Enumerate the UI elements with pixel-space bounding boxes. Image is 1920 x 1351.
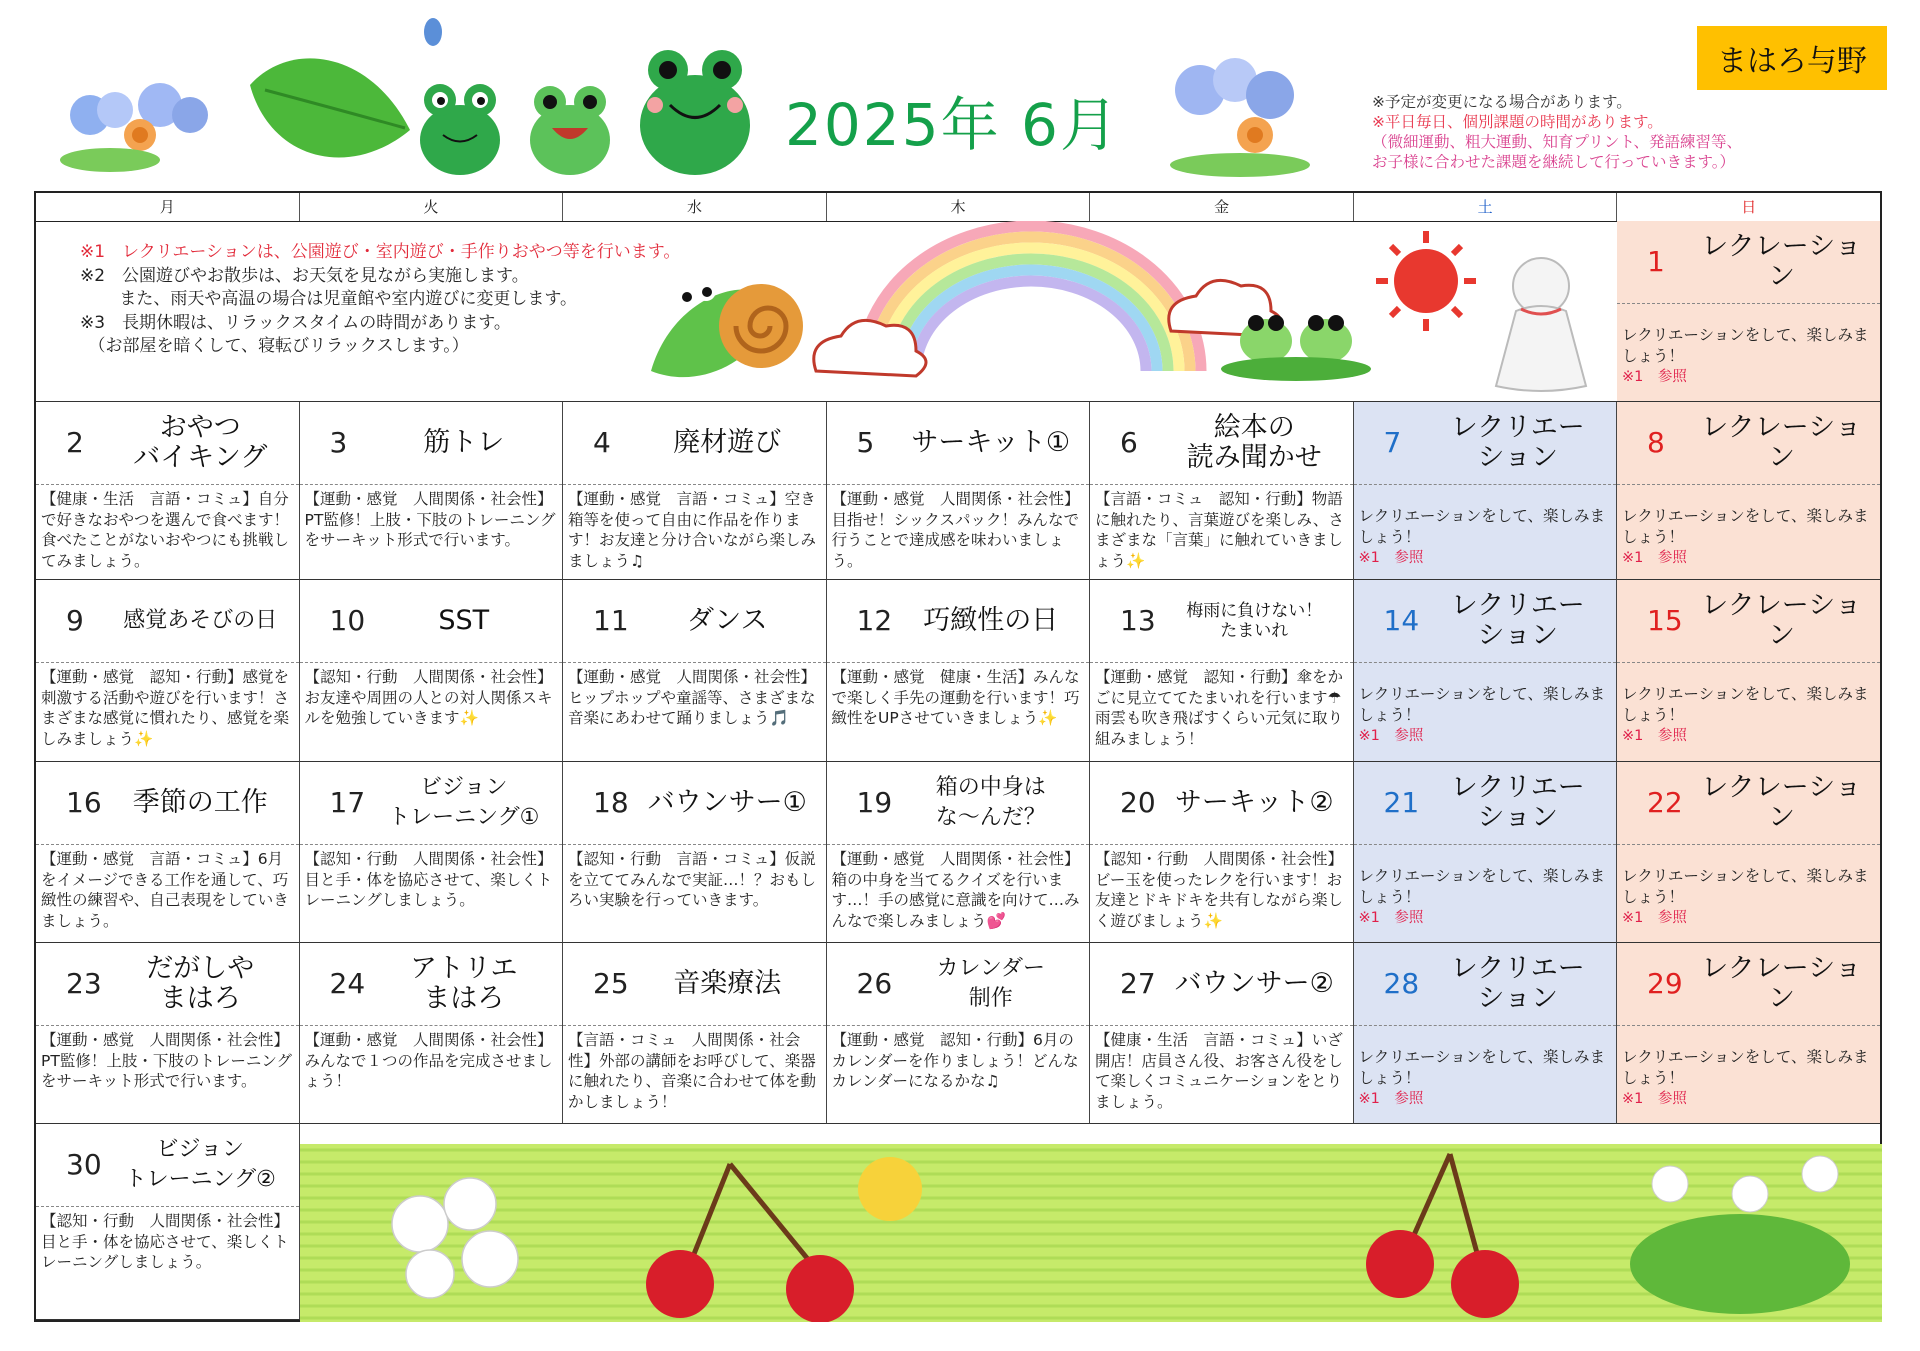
frogs-illustration [40, 10, 760, 185]
day-cell-header [1617, 943, 1880, 1026]
day-number: 29 [1647, 967, 1683, 1000]
description-text: 【運動・感覚 認知・行動】感覚を刺激する活動や遊びを行います！さまざまな感覚に慣れたり、感覚を楽しみましょう✨ [41, 668, 290, 748]
day-cell [827, 762, 1091, 943]
weekday-sat: 土 [1354, 193, 1618, 221]
reference-note: ※1 参照 [1622, 910, 1687, 926]
day-cell-header [827, 762, 1090, 845]
day-cell-header [300, 762, 563, 845]
day-cell-header [36, 1124, 299, 1207]
day-number: 3 [329, 426, 348, 459]
weekday-wed: 水 [563, 193, 827, 221]
day-activity-description [832, 667, 1087, 729]
day-cell [1090, 402, 1354, 580]
day-cell-header [36, 402, 299, 485]
day-cell [1090, 762, 1354, 943]
day-activity-description [41, 667, 296, 749]
day-activity-description [1622, 506, 1877, 569]
sun-icon [1376, 231, 1476, 331]
day-activity-description [305, 849, 560, 911]
day-cell-header [1354, 580, 1617, 663]
intro-line: ※2 公園遊びやお散歩は、お天気を見ながら実施します。 [80, 265, 529, 286]
day-cell [1617, 402, 1880, 580]
day-cell-header [1617, 762, 1880, 845]
description-text: 【運動・感覚 人間関係・社会性】ヒップホップや童謡等、さまざまな音楽にあわせて踊りましょう🎵 [568, 668, 817, 727]
day-number: 12 [856, 604, 893, 637]
day-cell [563, 943, 827, 1124]
day-number: 8 [1647, 426, 1665, 459]
day-number: 18 [593, 786, 629, 819]
day-cell-header [1090, 762, 1353, 845]
day-activity-title: レクリエー ション [1450, 772, 1585, 833]
day-activity-description [1095, 1030, 1350, 1112]
day-number: 10 [329, 604, 366, 637]
day-activity-title: レクレーショ ン [1701, 953, 1862, 1014]
day-activity-description [1622, 684, 1877, 747]
description-text: 【運動・感覚 人間関係・社会性】PT監修！上肢・下肢のトレーニングをサーキット形式で行います。 [41, 1031, 293, 1090]
day-cell [827, 402, 1091, 580]
day-cell [827, 943, 1091, 1124]
weekday-sun: 日 [1741, 198, 1757, 216]
description-text: レクリエーションをして、楽しみましょう！ [1358, 685, 1605, 724]
weekday-thu: 木 [827, 193, 1091, 221]
day-cell [1090, 580, 1354, 762]
day-activity-description [1095, 489, 1350, 571]
hydrangea-icon [60, 83, 208, 172]
day-cell [36, 1124, 300, 1320]
day-cell [1617, 221, 1880, 402]
hydrangea-illustration [1160, 40, 1320, 180]
day-cell [36, 943, 300, 1124]
day-cell-header [1354, 943, 1617, 1026]
day-cell [563, 402, 827, 580]
day-activity-title: 箱の中身は な～んだ？ [935, 775, 1046, 830]
reference-note: ※1 参照 [1358, 1091, 1424, 1107]
day-cell-header [563, 580, 826, 663]
intro-notes-block [36, 221, 1620, 402]
day-cell-header [563, 402, 826, 485]
description-text: レクリエーションをして、楽しみましょう！ [1622, 507, 1869, 546]
day-cell [1617, 762, 1880, 943]
day-activity-description [832, 1030, 1087, 1092]
day-activity-description [1359, 684, 1614, 747]
day-cell [827, 580, 1091, 762]
day-activity-title: バウンサー① [647, 787, 807, 818]
description-text: 【運動・感覚 人間関係・社会性】PT監修！上肢・下肢のトレーニングをサーキット形式で行います。 [304, 490, 556, 549]
cherry-flower-illustration [300, 1144, 1882, 1322]
rainbow-illustration [611, 221, 1611, 402]
day-activity-description [832, 849, 1087, 931]
description-text: 【運動・感覚 認知・行動】6月のカレンダーを作りましょう！どんなカレンダーになるかな♫ [831, 1031, 1079, 1090]
day-number: 16 [66, 786, 102, 819]
day-cell [1090, 943, 1354, 1124]
day-activity-title: だがしや まはろ [146, 953, 255, 1014]
day-number: 27 [1120, 967, 1156, 1000]
weekday-fri: 金 [1090, 193, 1354, 221]
day-activity-description [41, 849, 296, 931]
day-cell [1617, 943, 1880, 1124]
day-cell-header [1354, 762, 1617, 845]
day-activity-title: 季節の工作 [132, 787, 268, 818]
description-text: レクリエーションをして、楽しみましょう！ [1358, 1048, 1605, 1087]
note-line: ※予定が変更になる場合があります。 [1372, 93, 1632, 111]
day-activity-description [1095, 667, 1350, 749]
day-cell-header [300, 402, 563, 485]
description-text: 【運動・感覚 健康・生活】みんなで楽しく手先の運動を行います！巧緻性をUPさせていきましょう✨ [831, 668, 1080, 727]
day-activity-title: アトリエ まはろ [410, 953, 518, 1014]
day-activity-title: 梅雨に負けない！ たまいれ [1186, 601, 1323, 641]
day-activity-title: バウンサー② [1174, 968, 1334, 999]
day-cell [1354, 762, 1618, 943]
day-activity-description [305, 1030, 560, 1092]
day-activity-description [305, 489, 560, 551]
day-cell-header [827, 943, 1090, 1026]
snail-icon [651, 281, 803, 377]
day-activity-title: ビジョン トレーニング② [124, 1137, 276, 1192]
description-text: 【運動・感覚 人間関係・社会性】みんなで１つの作品を完成させましょう！ [304, 1031, 553, 1090]
frog-icon [640, 50, 750, 175]
day-activity-description [1622, 866, 1877, 929]
day-activity-title: SST [438, 605, 490, 636]
day-cell-header [300, 943, 563, 1026]
day-number: 11 [593, 604, 629, 637]
intro-line: （お部屋を暗くして、寝転びリラックスします。） [80, 336, 469, 356]
reference-note: ※1 参照 [1622, 550, 1687, 566]
day-activity-title: レクレーショ ン [1701, 590, 1862, 651]
description-text: レクリエーションをして、楽しみましょう！ [1358, 867, 1605, 906]
day-number: 30 [66, 1148, 102, 1181]
header [0, 0, 1920, 190]
teru-teru-bozu-icon [1496, 258, 1586, 391]
calendar-grid [34, 191, 1882, 1322]
day-activity-description [568, 1030, 823, 1112]
day-number: 17 [329, 786, 366, 819]
day-number: 6 [1120, 426, 1138, 459]
day-number: 5 [856, 426, 875, 459]
description-text: 【認知・行動 言語・コミュ】仮説を立ててみんなで実証…！？おもしろい実験を行っていきます。 [568, 850, 817, 909]
day-activity-title: レクレーショ ン [1701, 412, 1862, 473]
day-cell-header [563, 762, 826, 845]
day-activity-title: レクリエー ション [1450, 590, 1585, 651]
day-cell-header [1090, 402, 1353, 485]
day-activity-description [1359, 866, 1614, 929]
day-activity-title: おやつ バイキング [133, 412, 268, 473]
day-number: 26 [856, 967, 893, 1000]
day-cell-header [563, 943, 826, 1026]
description-text: レクリエーションをして、楽しみましょう！ [1358, 507, 1605, 546]
day-cell [300, 580, 564, 762]
note-line: ※平日毎日、個別課題の時間があります。 [1372, 113, 1663, 131]
reference-note: ※1 参照 [1622, 728, 1687, 744]
day-cell-header [1617, 402, 1880, 485]
reference-note: ※1 参照 [1622, 1091, 1687, 1107]
intro-text [80, 241, 680, 359]
description-text: レクリエーションをして、楽しみましょう！ [1622, 867, 1869, 906]
reference-note: ※1 参照 [1358, 550, 1424, 566]
description-text: 【健康・生活 言語・コミュ】いざ開店！店員さん役、お客さん役をして楽しくコミュニケーションをとりましょう。 [1095, 1031, 1344, 1111]
weekday-mon: 月 [36, 193, 300, 221]
day-cell [1354, 943, 1618, 1124]
day-cell [300, 762, 564, 943]
day-number: 24 [329, 967, 366, 1000]
description-text: 【言語・コミュ 認知・行動】物語に触れたり、言葉遊びを楽しみ、さまざまな「言葉」に触れていきましょう✨ [1095, 490, 1344, 570]
reference-note: ※1 参照 [1358, 910, 1424, 926]
day-number: 19 [856, 786, 893, 819]
day-number: 23 [66, 967, 102, 1000]
day-activity-description [41, 1030, 296, 1092]
day-cell-header [827, 402, 1090, 485]
day-activity-title: 廃材遊び [673, 427, 782, 458]
frog-icon [420, 84, 500, 175]
weekday-tue: 火 [300, 193, 564, 221]
day-cell-header [36, 943, 299, 1026]
description-text: 【運動・感覚 人間関係・社会性】目指せ！シックスパック！みんなで行うことで達成感を味わいましょう。 [831, 490, 1080, 570]
day-activity-title: カレンダー 制作 [936, 956, 1046, 1011]
day-activity-description [568, 667, 823, 729]
day-number: 7 [1383, 426, 1402, 459]
day-activity-description [1622, 1047, 1877, 1110]
description-text: 【認知・行動 人間関係・社会性】目と手・体を協応させて、楽しくトレーニングしましょう。 [304, 850, 553, 909]
day-activity-title: レクレーショ ン [1701, 772, 1862, 833]
day-cell-header [1090, 943, 1353, 1026]
day-activity-description [41, 489, 296, 571]
day-cell [300, 943, 564, 1124]
description-text: 【健康・生活 言語・コミュ】自分で好きなおやつを選んで食べます！食べたことがないおやつにも挑戦してみましょう。 [41, 490, 290, 570]
day-activity-description [568, 849, 823, 911]
day-activity-title: サーキット② [1174, 787, 1334, 818]
intro-line: また、雨天や高温の場合は児童館や室内遊びに変更します。 [80, 289, 578, 309]
description-text: レクリエーションをして、楽しみましょう！ [1622, 685, 1869, 724]
day-activity-description [1359, 1047, 1614, 1110]
day-cell [563, 580, 827, 762]
day-activity-title: 絵本の 読み聞かせ [1186, 412, 1322, 473]
day-cell [1617, 580, 1880, 762]
description-text: 【認知・行動 人間関係・社会性】目と手・体を協応させて、楽しくトレーニングしましょう。 [41, 1212, 290, 1271]
description-text: レクリエーションをして、楽しみましょう！ [1622, 326, 1869, 365]
frog-icon [530, 86, 610, 175]
description-text: 【認知・行動 人間関係・社会性】ビー玉を使ったレクを行います！お友達とドキドキを共有しながら楽しく遊びましょう✨ [1095, 850, 1344, 930]
intro-line: ※1 レクリエーションは、公園遊び・室内遊び・手作りおやつ等を行います。 [80, 242, 681, 262]
day-activity-title: 筋トレ [423, 427, 505, 458]
note-line: お子様に合わせた課題を継続して行っていきます。） [1372, 153, 1736, 171]
day-cell-header [36, 762, 299, 845]
day-activity-description [305, 667, 560, 729]
schedule-notes [1372, 92, 1742, 172]
day-activity-title: ビジョン トレーニング① [388, 775, 540, 830]
day-cell [300, 402, 564, 580]
day-activity-title: 巧緻性の日 [923, 605, 1059, 636]
day-activity-description [832, 489, 1087, 571]
day-cell [36, 402, 300, 580]
reference-note: ※1 参照 [1358, 728, 1424, 744]
day-cell-header [300, 580, 563, 663]
day-number: 21 [1383, 786, 1420, 819]
day-activity-title: サーキット① [911, 427, 1071, 458]
day-number: 22 [1647, 786, 1683, 819]
description-text: 【運動・感覚 認知・行動】傘をかごに見立ててたまいれを行います☂雨雲も吹き飛ばすくらい元気に取り組みましょう！ [1095, 668, 1344, 748]
day-cell [1354, 402, 1618, 580]
description-text: 【認知・行動 人間関係・社会性】お友達や周囲の人との対人関係スキルを勉強していきます✨ [304, 668, 553, 727]
day-activity-title: 音楽療法 [673, 968, 782, 999]
day-activity-title: レクレーショ ン [1701, 231, 1862, 292]
day-cell-header [1090, 580, 1353, 663]
day-cell-header [36, 580, 299, 663]
page-title: 2025年 6月 [785, 91, 1120, 159]
reference-note: ※1 参照 [1622, 369, 1687, 385]
description-text: 【言語・コミュ 人間関係・社会性】外部の講師をお呼びして、楽器に触れたり、音楽に合わせて体を動かしましょう！ [568, 1031, 817, 1111]
day-activity-description [1359, 506, 1614, 569]
raindrop-icon [424, 18, 442, 46]
day-number: 9 [66, 604, 84, 637]
day-activity-title: 感覚あそびの日 [123, 608, 278, 633]
day-number: 4 [593, 426, 611, 459]
day-cell-header [1354, 402, 1617, 485]
day-activity-description [41, 1211, 296, 1273]
day-number: 2 [66, 426, 84, 459]
day-activity-description [1095, 849, 1350, 931]
day-cell [36, 762, 300, 943]
day-activity-description [1622, 325, 1877, 388]
brand-label: まはろ与野 [1697, 26, 1887, 90]
description-text: 【運動・感覚 言語・コミュ】空き箱等を使って自由に作品を作ります！お友達と分け合いながら楽しみましょう♫ [568, 490, 817, 570]
day-cell-header [827, 580, 1090, 663]
intro-line: ※3 長期休暇は、リラックスタイムの時間があります。 [80, 312, 511, 333]
day-cell [1354, 580, 1618, 762]
weekday-header-row [36, 193, 1880, 222]
day-number: 28 [1383, 967, 1420, 1000]
rose-icon [858, 1157, 922, 1221]
day-number: 13 [1120, 604, 1156, 637]
day-activity-title: ダンス [687, 605, 768, 636]
day-cell-header [1617, 221, 1880, 304]
description-text: レクリエーションをして、楽しみましょう！ [1622, 1048, 1869, 1087]
day-number: 14 [1383, 604, 1420, 637]
day-cell [36, 580, 300, 762]
day-number: 20 [1120, 786, 1156, 819]
day-activity-title: レクリエー ション [1450, 953, 1585, 1014]
description-text: 【運動・感覚 人間関係・社会性】箱の中身を当てるクイズを行います…！手の感覚に意識を向けて…みんなで楽しみましょう💕 [831, 850, 1080, 930]
clover-icon [1630, 1214, 1850, 1314]
day-cell-header [1617, 580, 1880, 663]
day-cell [563, 762, 827, 943]
day-activity-title: レクリエー ション [1450, 412, 1585, 473]
note-line: （微細運動、粗大運動、知育プリント、発語練習等、 [1372, 133, 1742, 151]
day-number: 25 [593, 967, 629, 1000]
day-number: 15 [1647, 604, 1683, 637]
description-text: 【運動・感覚 言語・コミュ】6月をイメージできる工作を通して、巧緻性の練習や、自己表現をしていきましょう。 [41, 850, 289, 930]
day-activity-description [568, 489, 823, 571]
day-number: 1 [1647, 245, 1665, 278]
